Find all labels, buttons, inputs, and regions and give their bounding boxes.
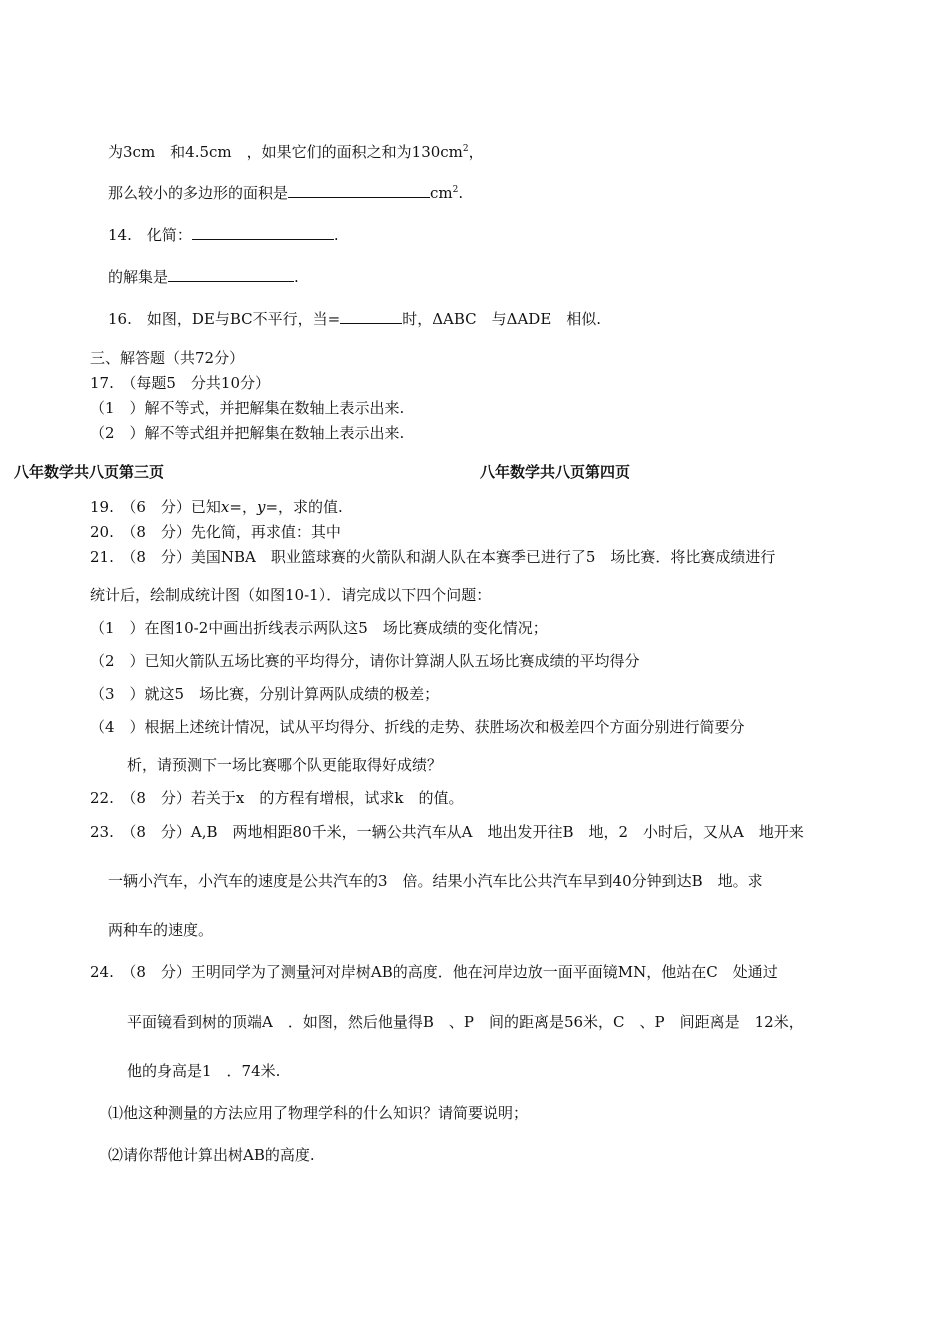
q13-line2: 那么较小的多边形的面积是 $cm^2$. [108,184,464,202]
q24-line1: 24. （8 分）王明同学为了测量河对岸树AB的高度．他在河岸边放一面平面镜MN，他站在C 处通过 [90,963,778,981]
page-footer-right: 八年数学共八页第四页 [480,463,631,481]
q21-part2: （2 ）已知火箭队五场比赛的平均得分，请你计算湖人队五场比赛成绩的平均得分 [90,652,640,670]
answer-blank [168,266,294,282]
section-title: 三、解答题（共72分） [90,349,245,367]
q24-sub1: ⑴他这种测量的方法应用了物理学科的什么知识？请简要说明； [108,1104,529,1122]
q20: 20. （8 分）先化简，再求值：其中 [90,523,341,541]
page-footer-left: 八年数学共八页第三页 [14,463,165,481]
answer-blank [340,308,402,324]
q15: 的解集是 . [108,268,299,286]
q23-line3: 两种车的速度。 [108,921,214,939]
q17-part1: （1 ）解不等式，并把解集在数轴上表示出来. [90,399,405,417]
q21-part4-cont: 析，请预测下一场比赛哪个队更能取得好成绩？ [127,756,443,774]
q24-line3: 他的身高是1 ．74米. [127,1062,281,1080]
q24-line2: 平面镜看到树的顶端A ．如图，然后他量得B 、P 间的距离是56米，C 、P 间距离是 12米， [127,1013,804,1031]
q21-line1: 21. （8 分）美国NBA 职业篮球赛的火箭队和湖人队在本赛季已进行了5 场比赛．将比赛成绩进行 [90,548,776,566]
q22: 22. （8 分）若关于x 的方程有增根，试求k 的值。 [90,789,464,807]
answer-blank [192,224,334,240]
q24-sub2: ⑵请你帮他计算出树AB的高度. [108,1146,315,1164]
q13-line1: 为3cm 和4.5cm ，如果它们的面积之和为$130cm^2$， [108,143,484,161]
q21-part4: （4 ）根据上述统计情况，试从平均得分、折线的走势、获胜场次和极差四个方面分别进行简要分 [90,718,745,736]
q17-header: 17. （每题5 分共10分） [90,374,270,392]
q17-part2: （2 ）解不等式组并把解集在数轴上表示出来. [90,424,405,442]
q21-part3: （3 ）就这5 场比赛，分别计算两队成绩的极差； [90,685,440,703]
answer-blank [288,182,430,198]
q14: 14. 化简： . [108,226,339,244]
q23-line2: 一辆小汽车，小汽车的速度是公共汽车的3 倍。结果小汽车比公共汽车早到40分钟到达B 地。求 [108,872,763,890]
q19: 19. （6 分）已知x=，y=，求的值. [90,498,343,516]
q21-part1: （1 ）在图10-2中画出折线表示两队这5 场比赛成绩的变化情况； [90,619,548,637]
q23-line1: 23. （8 分）A,B 两地相距80千米，一辆公共汽车从A 地出发开往B 地，2 小时后，又从A 地开来 [90,823,804,841]
q16: 16. 如图，DE与BC不平行，当= 时，ΔABC 与ΔADE 相似. [108,310,602,328]
q21-line2: 统计后，绘制成统计图（如图10-1）．请完成以下四个问题： [90,586,492,604]
